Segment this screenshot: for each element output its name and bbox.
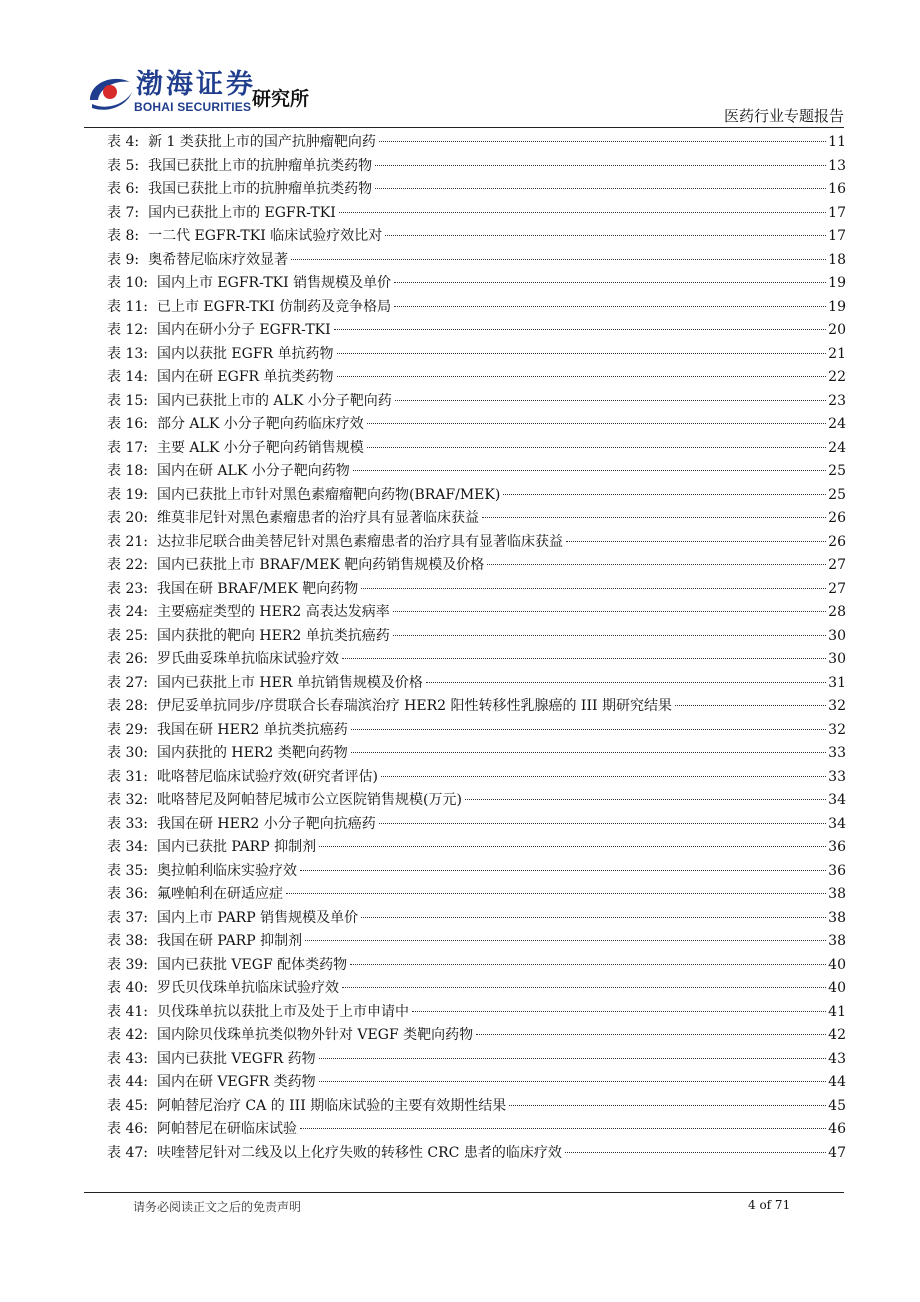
toc-entry-number: 表 40: [107,980,148,996]
toc-leader-dots [361,917,826,918]
toc-entry[interactable] [107,484,846,508]
bohai-logo-icon [84,70,136,114]
toc-entry-number: 表 7: [107,204,140,221]
department-label: 研究所 [252,88,310,110]
toc-entry[interactable] [107,296,846,320]
toc-entry-page: 24 [828,416,846,432]
toc-entry-title: 部分 ALK 小分子靶向药临床疗效 [156,416,364,432]
toc-entry-title: 国内已获批上市针对黑色素瘤瘤靶向药物(BRAF/MEK) [156,486,501,503]
toc-entry-number: 表 23: [107,580,148,597]
toc-entry-page: 33 [828,768,846,785]
toc-entry-number: 表 30: [107,745,148,761]
toc-entry-number: 表 27: [107,674,148,691]
toc-entry[interactable] [107,343,846,367]
toc-entry-page: 26 [828,533,846,550]
toc-entry[interactable] [107,742,846,766]
toc-leader-dots [394,282,826,283]
toc-entry-page: 36 [828,862,846,879]
toc-entry[interactable] [107,813,846,837]
toc-entry-title: 主要 ALK 小分子靶向药销售规模 [156,439,364,456]
toc-entry-title: 奥拉帕利临床实验疗效 [156,862,297,879]
toc-entry-number: 表 38: [107,933,148,949]
toc-entry-page: 25 [828,486,846,503]
toc-entry-page: 20 [828,322,846,338]
toc-entry-title: 罗氏贝伐珠单抗临床试验疗效 [156,980,339,996]
toc-leader-dots [319,1081,827,1082]
toc-entry-number: 表 45: [107,1097,148,1114]
toc-leader-dots [476,1034,826,1035]
toc-entry-title: 我国在研 HER2 单抗类抗癌药 [156,721,348,738]
toc-entry-title: 一二代 EGFR-TKI 临床试验疗效比对 [148,228,383,244]
toc-entry-title: 国内在研 EGFR 单抗类药物 [156,369,334,385]
toc-leader-dots [465,799,826,800]
toc-entry[interactable] [107,883,846,907]
toc-entry-page: 18 [828,251,846,268]
toc-entry-page: 27 [828,557,846,573]
toc-entry-page: 26 [828,510,846,526]
toc-leader-dots [503,494,826,495]
toc-entry[interactable] [107,413,846,437]
toc-leader-dots [367,447,826,448]
toc-entry-page: 46 [828,1121,846,1137]
toc-entry[interactable] [107,1142,846,1166]
toc-entry-page: 17 [828,228,846,244]
toc-entry-number: 表 26: [107,651,148,667]
toc-entry-title: 维莫非尼针对黑色素瘤患者的治疗具有显著临床获益 [156,510,479,526]
toc-entry[interactable] [107,625,846,649]
toc-leader-dots [300,1128,826,1129]
toc-entry-page: 28 [828,604,846,620]
toc-entry-title: 国内获批的靶向 HER2 单抗类抗癌药 [156,627,390,644]
toc-entry-title: 达拉非尼联合曲美替尼针对黑色素瘤患者的治疗具有显著临床获益 [156,533,563,550]
toc-entry[interactable] [107,672,846,696]
toc-entry-title: 国内已获批 VEGFR 药物 [156,1050,316,1067]
page-header [0,0,920,130]
toc-entry-number: 表 9: [107,251,140,268]
toc-entry[interactable] [107,178,846,202]
toc-entry[interactable] [107,531,846,555]
toc-entry-title: 国内已获批 VEGF 配体类药物 [156,956,348,973]
toc-leader-dots [334,329,827,330]
toc-leader-dots [291,259,826,260]
toc-entry-number: 表 37: [107,909,148,926]
toc-entry-number: 表 15: [107,392,148,409]
toc-entry-title: 国内在研 ALK 小分子靶向药物 [156,463,350,479]
toc-leader-dots [487,564,826,565]
toc-entry-number: 表 32: [107,792,148,808]
toc-entry-title: 国内在研 VEGFR 类药物 [156,1074,316,1090]
toc-entry-number: 表 35: [107,862,148,879]
toc-entry-page: 27 [828,580,846,597]
toc-entry-page: 32 [828,721,846,738]
toc-entry[interactable] [107,437,846,461]
toc-entry[interactable] [107,1001,846,1025]
toc-entry-page: 38 [828,909,846,926]
header-divider [84,127,844,128]
toc-entry[interactable] [107,249,846,273]
toc-leader-dots [367,423,826,424]
toc-entry[interactable] [107,554,846,578]
toc-leader-dots [351,752,826,753]
toc-entry-page: 19 [828,298,846,315]
report-type-label: 医药行业专题报告 [723,107,844,125]
toc-entry-title: 吡咯替尼临床试验疗效(研究者评估) [156,768,378,785]
toc-leader-dots [426,682,826,683]
toc-leader-dots [300,870,826,871]
toc-entry-page: 38 [828,886,846,902]
toc-entry-page: 30 [828,651,846,667]
toc-entry-number: 表 5: [107,157,140,174]
toc-entry-page: 41 [828,1003,846,1020]
toc-entry-title: 氟唑帕利在研适应症 [156,886,283,902]
toc-leader-dots [319,846,826,847]
toc-entry-number: 表 22: [107,557,148,573]
toc-entry[interactable] [107,1118,846,1142]
toc-entry[interactable] [107,977,846,1001]
toc-leader-dots [675,705,826,706]
toc-entry-number: 表 16: [107,416,148,432]
toc-entry-page: 40 [828,956,846,973]
toc-entry-number: 表 10: [107,275,148,291]
toc-entry-number: 表 4: [107,134,140,150]
toc-leader-dots [319,1058,827,1059]
toc-entry-title: 我国在研 BRAF/MEK 靶向药物 [156,580,359,597]
toc-entry-title: 我国已获批上市的抗肿瘤单抗类药物 [148,157,373,174]
toc-leader-dots [393,611,826,612]
toc-entry-title: 国内上市 PARP 销售规模及单价 [156,909,359,926]
toc-leader-dots [342,658,826,659]
toc-entry-title: 国内以获批 EGFR 单抗药物 [156,345,334,362]
toc-leader-dots [361,588,826,589]
toc-entry-number: 表 12: [107,322,148,338]
toc-entry-number: 表 14: [107,369,148,385]
toc-entry-title: 我国已获批上市的抗肿瘤单抗类药物 [148,181,373,197]
toc-entry-title: 国内已获批上市 HER 单抗销售规模及价格 [156,674,423,691]
toc-leader-dots [393,635,826,636]
toc-entry-page: 31 [828,674,846,691]
toc-entry-page: 17 [828,204,846,221]
toc-entry[interactable] [107,695,846,719]
toc-entry-page: 43 [828,1050,846,1067]
toc-leader-dots [566,541,826,542]
toc-entry-page: 40 [828,980,846,996]
toc-leader-dots [379,823,826,824]
toc-entry-number: 表 47: [107,1144,148,1161]
toc-leader-dots [305,940,826,941]
toc-entry-number: 表 29: [107,721,148,738]
toc-entry[interactable] [107,789,846,813]
toc-entry-page: 44 [828,1074,846,1090]
toc-leader-dots [375,165,826,166]
toc-leader-dots [350,964,826,965]
toc-entry-page: 21 [828,345,846,362]
toc-entry-title: 阿帕替尼在研临床试验 [156,1121,297,1137]
toc-entry-number: 表 8: [107,228,140,244]
toc-entry-number: 表 17: [107,439,148,456]
toc-entry-title: 罗氏曲妥珠单抗临床试验疗效 [156,651,339,667]
toc-entry-page: 30 [828,627,846,644]
toc-entry-page: 19 [828,275,846,291]
toc-entry-number: 表 33: [107,815,148,832]
toc-entry[interactable] [107,390,846,414]
toc-entry-page: 47 [828,1144,846,1161]
toc-entry[interactable] [107,319,846,343]
toc-entry-page: 36 [828,839,846,855]
toc-entry[interactable] [107,860,846,884]
toc-entry-number: 表 24: [107,604,148,620]
toc-leader-dots [381,776,826,777]
toc-leader-dots [385,235,826,236]
toc-entry-number: 表 19: [107,486,148,503]
toc-entry-title: 新 1 类获批上市的国产抗肿瘤靶向药 [148,134,376,150]
toc-entry[interactable] [107,366,846,390]
toc-leader-dots [337,376,827,377]
toc-entry-number: 表 25: [107,627,148,644]
brand-name-cn: 渤海证券 [136,69,256,100]
toc-entry[interactable] [107,1095,846,1119]
toc-entry[interactable] [107,272,846,296]
toc-entry-number: 表 11: [107,298,148,315]
toc-entry[interactable] [107,907,846,931]
toc-entry-number: 表 20: [107,510,148,526]
toc-entry-number: 表 18: [107,463,148,479]
toc-entry-page: 22 [828,369,846,385]
toc-entry-title: 已上市 EGFR-TKI 仿制药及竞争格局 [156,298,392,315]
toc-entry-title: 国内上市 EGFR-TKI 销售规模及单价 [156,275,392,291]
toc-entry-title: 国内已获批上市的 ALK 小分子靶向药 [156,392,392,409]
toc-entry-title: 我国在研 HER2 小分子靶向抗癌药 [156,815,376,832]
toc-leader-dots [353,470,826,471]
toc-entry-title: 国内已获批上市 BRAF/MEK 靶向药销售规模及价格 [156,557,485,573]
toc-entry[interactable] [107,930,846,954]
toc-entry-number: 表 6: [107,181,140,197]
toc-leader-dots [394,306,826,307]
toc-entry-page: 34 [828,792,846,808]
toc-entry-page: 11 [828,134,846,150]
toc-entry-number: 表 41: [107,1003,148,1020]
toc-entry[interactable] [107,507,846,531]
toc-leader-dots [286,893,826,894]
toc-entry[interactable] [107,460,846,484]
toc-entry-page: 24 [828,439,846,456]
toc-leader-dots [339,212,826,213]
disclaimer-text: 请务必阅读正文之后的免责声明 [133,1200,302,1214]
toc-entry-title: 国内获批的 HER2 类靶向药物 [156,745,348,761]
toc-entry-number: 表 36: [107,886,148,902]
footer-divider [84,1192,844,1193]
toc-entry[interactable] [107,719,846,743]
toc-entry-title: 奥希替尼临床疗效显著 [148,251,289,268]
toc-entry[interactable] [107,155,846,179]
toc-entry-number: 表 21: [107,533,148,550]
toc-entry[interactable] [107,202,846,226]
brand-name-en: BOHAI SECURITIES [134,100,252,114]
toc-entry-number: 表 13: [107,345,148,362]
toc-leader-dots [509,1105,826,1106]
toc-entry-number: 表 43: [107,1050,148,1067]
toc-entry-page: 34 [828,815,846,832]
toc-entry[interactable] [107,836,846,860]
toc-entry[interactable] [107,1024,846,1048]
toc-entry[interactable] [107,601,846,625]
toc-entry-title: 我国在研 PARP 抑制剂 [156,933,303,949]
toc-leader-dots [565,1152,826,1153]
toc-entry-page: 45 [828,1097,846,1114]
toc-entry-title: 伊尼妥单抗同步/序贯联合长春瑞滨治疗 HER2 阳性转移性乳腺癌的 III 期研究结果 [156,698,672,714]
toc-entry-title: 国内已获批上市的 EGFR-TKI [148,204,336,221]
toc-entry-number: 表 31: [107,768,148,785]
table-of-contents [107,131,846,1165]
toc-entry-title: 主要癌症类型的 HER2 高表达发病率 [156,604,390,620]
page-number: 4 of 71 [748,1198,791,1212]
toc-entry-title: 国内除贝伐珠单抗类似物外针对 VEGF 类靶向药物 [156,1027,474,1043]
toc-entry[interactable] [107,766,846,790]
toc-entry[interactable] [107,225,846,249]
toc-entry-title: 贝伐珠单抗以获批上市及处于上市申请中 [156,1003,409,1020]
toc-entry-number: 表 42: [107,1027,148,1043]
toc-entry-page: 33 [828,745,846,761]
toc-entry-page: 32 [828,698,846,714]
toc-entry-page: 42 [828,1027,846,1043]
toc-leader-dots [375,188,826,189]
toc-entry-title: 国内在研小分子 EGFR-TKI [156,322,331,338]
toc-entry-page: 16 [828,181,846,197]
toc-leader-dots [395,400,826,401]
toc-entry-page: 13 [828,157,846,174]
toc-entry[interactable] [107,1071,846,1095]
toc-entry-title: 阿帕替尼治疗 CA 的 III 期临床试验的主要有效期性结果 [156,1097,507,1114]
toc-entry[interactable] [107,954,846,978]
toc-entry[interactable] [107,131,846,155]
toc-entry-number: 表 28: [107,698,148,714]
toc-entry-number: 表 39: [107,956,148,973]
toc-entry-page: 23 [828,392,846,409]
toc-leader-dots [337,353,827,354]
toc-entry-title: 呋喹替尼针对二线及以上化疗失败的转移性 CRC 患者的临床疗效 [156,1144,562,1161]
toc-entry-title: 国内已获批 PARP 抑制剂 [156,839,317,855]
toc-entry-page: 38 [828,933,846,949]
toc-leader-dots [482,517,826,518]
toc-entry-title: 吡咯替尼及阿帕替尼城市公立医院销售规模(万元) [156,792,462,808]
toc-entry-number: 表 44: [107,1074,148,1090]
toc-leader-dots [412,1011,826,1012]
toc-leader-dots [379,141,826,142]
toc-leader-dots [351,729,826,730]
toc-entry[interactable] [107,1048,846,1072]
toc-leader-dots [342,987,826,988]
toc-entry-number: 表 46: [107,1121,148,1137]
toc-entry[interactable] [107,578,846,602]
toc-entry-number: 表 34: [107,839,148,855]
toc-entry-page: 25 [828,463,846,479]
toc-entry[interactable] [107,648,846,672]
